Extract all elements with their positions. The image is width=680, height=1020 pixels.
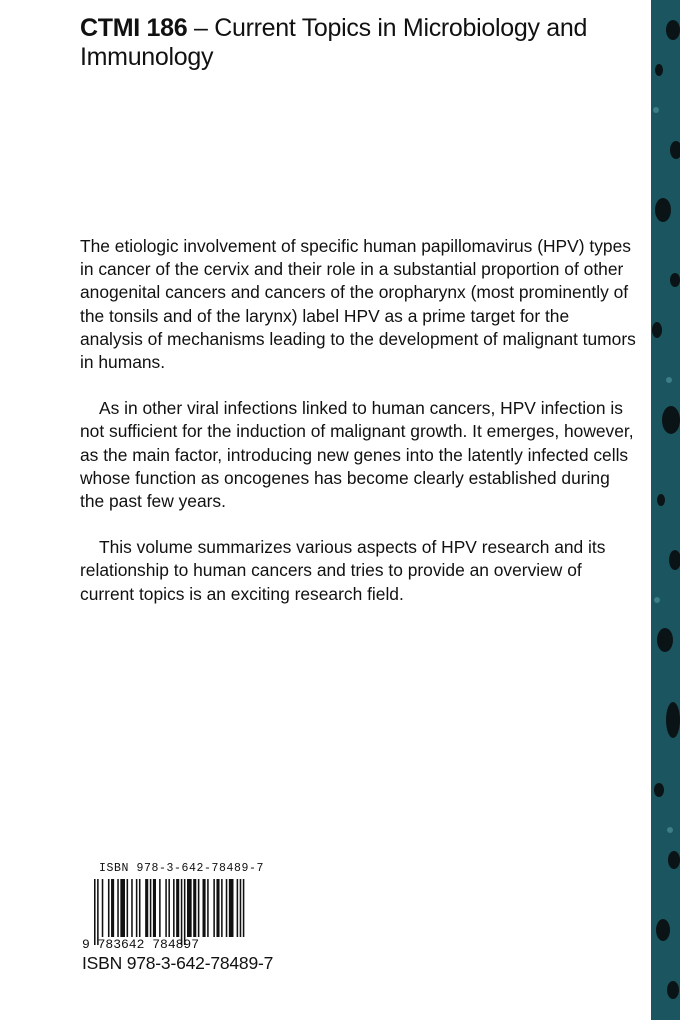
isbn-number: ISBN 978-3-642-78489-7 [82,953,274,973]
barcode-bar [139,879,141,937]
barcode-bar [176,879,179,937]
blurb-paragraph-1: The etiologic involvement of specific human papillomavirus (HPV) types in cancer of the cervix and their role in a substantial proportion of other anogenital cancers and cancers of the oropharynx (most prominently of the tonsils and of the larynx) label HPV as a prime target for the analysis of mechanisms leading to the development of malignant tumors in humans. [80,236,636,373]
barcode [82,877,252,949]
barcode-bar [193,879,196,937]
barcode-bar [153,879,156,937]
barcode-bar [243,879,245,937]
barcode-bar [136,879,138,937]
barcode-bar [127,879,129,937]
barcode-bar [120,879,125,937]
barcode-bar [226,879,228,937]
barcode-bar [94,879,96,945]
barcode-digits: 9 783642 784897 [82,937,200,949]
spine-texture [651,0,680,1020]
barcode-bar [111,879,114,937]
blurb-paragraph-3: This volume summarizes various aspects of HPV research and its relationship to human cancers and tries to provide an overview of current topics is an exciting research field. [80,537,606,604]
barcode-bar [216,879,219,937]
barcode-bar [221,879,223,937]
barcode-bar [150,879,152,937]
barcode-bar [168,879,170,937]
barcode-bar [131,879,133,937]
barcode-bar [203,879,206,937]
barcode-bar [159,879,161,937]
series-code: CTMI 186 [80,14,188,42]
blurb [80,235,636,629]
barcode-bar [181,879,183,945]
barcode-bar [213,879,215,937]
barcode-bar [207,879,209,937]
barcode-bar [117,879,119,937]
barcode-bar [229,879,234,937]
barcode-isbn-label: ISBN 978-3-642-78489-7 [99,862,265,875]
barcode-bar [184,879,186,945]
barcode-bar [165,879,167,937]
barcode-bar [102,879,104,937]
barcode-bar [108,879,110,937]
series-name: – Current Topics in Microbiology and Immunology [80,14,588,71]
barcode-bar [97,879,99,945]
series-title [80,14,640,72]
barcode-bar [198,879,200,937]
barcode-bar [145,879,148,937]
barcode-bar [240,879,242,937]
barcode-bar [187,879,192,937]
blurb-paragraph-2: As in other viral infections linked to human cancers, HPV infection is not sufficient for the induction of malignant growth. It emerges, however, as the main factor, introducing new genes into the latently infected cells whose function as oncogenes has become clearly established during the past few years. [80,398,634,512]
barcode-bar [237,879,239,937]
spine-speckle-pattern [651,0,680,1020]
barcode-block [82,862,282,974]
barcode-bar [173,879,175,937]
